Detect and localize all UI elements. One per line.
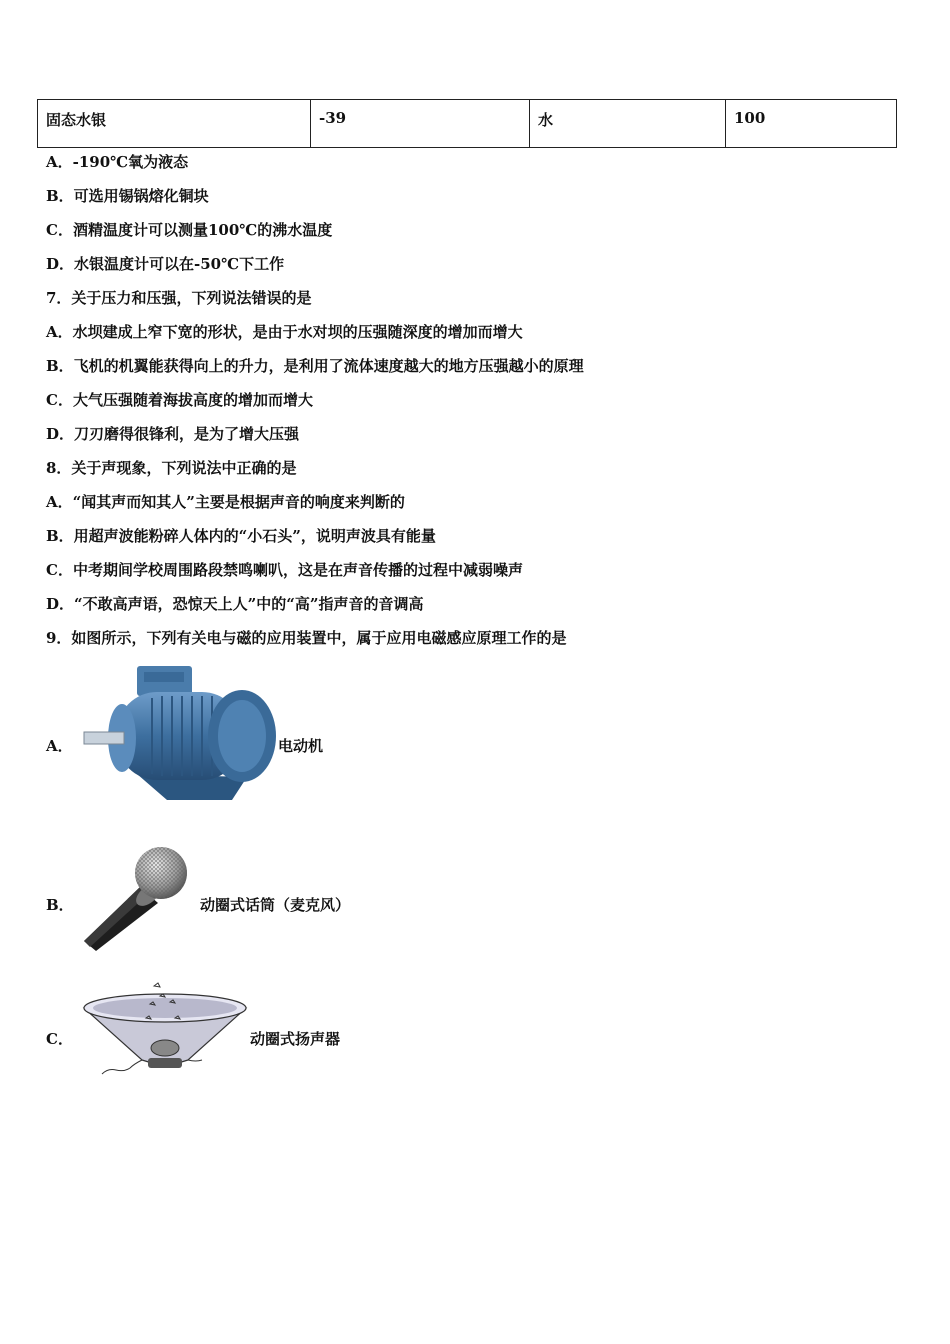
option-line: A．“闻其声而知其人”主要是根据声音的响度来判断的	[46, 493, 405, 511]
option-c-label: C．	[46, 1030, 73, 1048]
option-b-caption: 动圈式话筒（麦克风）	[200, 896, 351, 914]
table-row	[38, 100, 897, 148]
question-9-title: 9．如图所示，下列有关电与磁的应用装置中，属于应用电磁感应原理工作的是	[46, 629, 567, 647]
option-a-caption: 电动机	[278, 737, 324, 755]
option-a-label: A．	[46, 737, 73, 755]
option-line: A．水坝建成上窄下宽的形状，是由于水对坝的压强随深度的增加而增大	[46, 323, 523, 341]
option-line: D．刀刃磨得很锋利，是为了增大压强	[46, 425, 300, 443]
microphone-icon	[78, 843, 193, 955]
table-cell: 100	[726, 100, 897, 148]
option-line: D．“不敢高声语，恐惊天上人”中的“高”指声音的音调高	[46, 595, 424, 613]
question-8-title: 8．关于声现象，下列说法中正确的是	[46, 459, 297, 477]
option-line: B．飞机的机翼能获得向上的升力，是利用了流体速度越大的地方压强越小的原理	[46, 357, 584, 375]
option-line: C．中考期间学校周围路段禁鸣喇叭，这是在声音传播的过程中减弱噪声	[46, 561, 523, 579]
option-line: D．水银温度计可以在-50℃下工作	[46, 255, 285, 273]
option-line: C．酒精温度计可以测量100℃的沸水温度	[46, 221, 333, 239]
option-b-label: B．	[46, 896, 74, 914]
option-c-caption: 动圈式扬声器	[250, 1030, 341, 1048]
table-cell: 固态水银	[38, 100, 311, 148]
option-line: B．用超声波能粉碎人体内的“小石头”，说明声波具有能量	[46, 527, 436, 545]
question-7-title: 7．关于压力和压强，下列说法错误的是	[46, 289, 312, 307]
melting-point-table	[37, 99, 897, 148]
option-line: B．可选用锡锅熔化铜块	[46, 187, 209, 205]
table-cell: -39	[311, 100, 530, 148]
table-cell: 水	[530, 100, 726, 148]
speaker-icon	[80, 978, 250, 1078]
option-line: C．大气压强随着海拔高度的增加而增大	[46, 391, 313, 409]
option-line: A．-190℃氧为液态	[46, 153, 189, 171]
electric-motor-icon	[82, 662, 277, 802]
